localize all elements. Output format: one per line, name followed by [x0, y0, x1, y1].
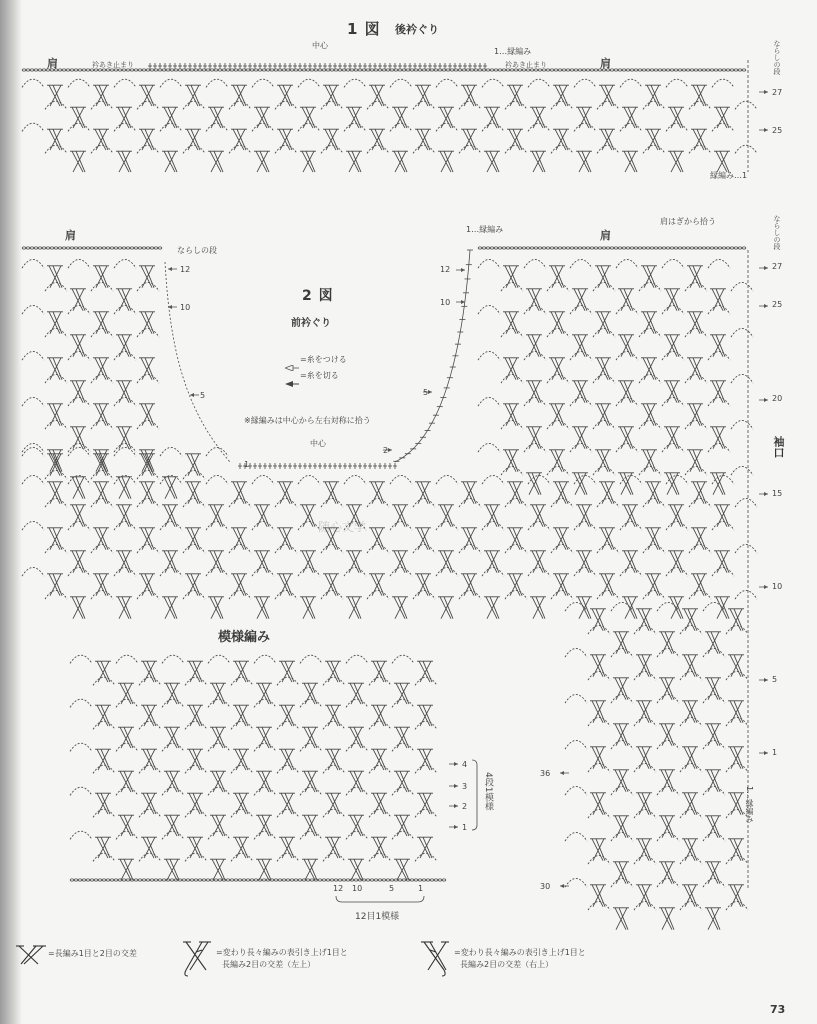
fig2-left-lace-row	[45, 374, 159, 402]
fig2-note: ※縁編みは中心から左右対称に拾う	[244, 416, 371, 425]
fig2-sleeve-lace-row	[565, 602, 744, 630]
fig2-left-chain	[22, 247, 162, 249]
fig2-flatten-right: ならしの段	[773, 215, 781, 250]
fig2-neck-right-edge	[393, 250, 473, 461]
fig2-neck-row-1: 1	[244, 460, 250, 469]
pattern-row-arrow-1-head	[454, 784, 458, 788]
fig2-left-lace-row	[22, 351, 155, 379]
fig2-pick-shoulder: 肩はぎから拾う	[660, 217, 716, 226]
fig2-row-arrow-5-head	[764, 678, 768, 682]
fig2-left-lace-row	[22, 305, 155, 333]
fig2-sleeve-lace-row	[588, 763, 748, 791]
fig2-left-lace-row	[22, 397, 155, 425]
fig2-row-10: 10	[772, 582, 783, 591]
pattern-row-4: 4	[462, 760, 468, 769]
fig2-row-1: 1	[772, 748, 778, 757]
fig1-arrow-27-head	[764, 90, 768, 94]
fig1-title: 1 図	[347, 20, 381, 38]
fig1-lace-row	[22, 79, 734, 106]
fig2-right-lace-row	[501, 466, 753, 494]
pattern-lace-row	[70, 743, 433, 770]
pattern-row-arrow-0-head	[454, 762, 458, 766]
fig2-row-arrow-2-head	[764, 398, 768, 402]
pattern-row-3: 3	[462, 782, 468, 791]
fig2-neck-left-curve	[165, 262, 230, 462]
fig2-sleeve-lace-row	[588, 625, 748, 653]
fig2-edge-start: 1…縁編み	[466, 225, 504, 234]
fig2-title: 2 図	[302, 288, 334, 304]
sleeve-arrow-36-head	[560, 771, 564, 775]
fig2-sleeve-lace-row	[588, 901, 748, 929]
fig2-neck-arrow-5-head	[428, 390, 432, 394]
fig1-row-25: 25	[772, 126, 783, 135]
fig2-sleeve-lace-row	[588, 717, 748, 745]
fig1-center-label: 中心	[312, 41, 328, 50]
pattern-row-1: 1	[462, 823, 468, 832]
fig2-row-25: 25	[772, 300, 783, 309]
pattern-tick-5: 5	[389, 884, 395, 893]
fig2-row-arrow-0-head	[764, 266, 768, 270]
fig2-subtitle: 前衿ぐり	[291, 318, 331, 329]
fig2-sleeve-lace-row	[588, 671, 748, 699]
fig2-neck-right-curve	[395, 250, 470, 462]
fig1-edge-row	[148, 63, 487, 69]
pattern-foundation-chain	[70, 879, 446, 881]
sleeve-edge-label: 1…縁編み	[745, 786, 754, 824]
fig1-shoulder-left: 肩	[47, 57, 58, 70]
legend-item3b: 長編み2目の交差（右上）	[460, 960, 554, 969]
fig2-neck-arrow-0-head	[461, 268, 465, 272]
post-cross-right-symbol-icon	[420, 938, 450, 982]
fig2-left-lace-row	[45, 328, 159, 356]
legend-item1: =長編み1目と2目の交差	[48, 949, 137, 958]
sleeve-arrow-30-head	[560, 884, 564, 888]
fig2-left-lower-lace-row	[45, 470, 205, 498]
fig2-row-arrow-6-head	[764, 751, 768, 755]
pattern-row-arrow-2-head	[454, 804, 458, 808]
cuff-label: 袖口	[772, 436, 785, 458]
watermark: 随心文学	[318, 520, 367, 534]
pattern-lace-row	[70, 699, 433, 726]
page-number: 73	[770, 1003, 786, 1016]
cut-yarn-icon	[285, 372, 299, 377]
fig2-row-27: 27	[772, 262, 783, 271]
fig2-neck-row-2: 2	[383, 446, 389, 455]
pattern-tick-1: 1	[418, 884, 424, 893]
fig2-row-5: 5	[772, 675, 778, 684]
legend-item2a: =変わり長々編みの表引き上げ1目と	[216, 948, 348, 957]
legend-attach-yarn: =糸をつける	[300, 355, 347, 364]
fig2-left-row-5: 5	[200, 391, 206, 400]
sleeve-row-36: 36	[540, 769, 551, 778]
fig2-sleeve-lace-row	[588, 809, 748, 837]
fig1-shoulder-right: 肩	[600, 57, 611, 70]
attach-yarn-icon	[285, 356, 299, 361]
fig2-neck-arrow-2-head	[388, 448, 392, 452]
fig2-neck-center-edge	[238, 463, 397, 469]
fig1-slit-left: 衿あき止まり	[92, 61, 134, 69]
fig1-subtitle: 後衿ぐり	[395, 23, 439, 36]
fig1-flatten-row: ならしの段	[773, 40, 781, 75]
pattern-repeat-sts: 12目1模様	[355, 912, 400, 922]
fig2-center-label: 中心	[310, 439, 326, 448]
legend-item2b: 長編み2目の交差（左上）	[222, 960, 316, 969]
fig2-neck-row-12: 12	[440, 265, 451, 274]
pattern-sts-brace	[336, 896, 424, 902]
fig1-slit-right: 衿あき止まり	[505, 61, 547, 69]
fig2-left-lace-row	[45, 282, 159, 310]
pattern-tick-12: 12	[333, 884, 344, 893]
fig2-row-arrow-1-head	[764, 304, 768, 308]
fig1-arrow-25-head	[764, 128, 768, 132]
pattern-rows-brace	[472, 760, 477, 830]
sleeve-row-30: 30	[540, 882, 551, 891]
fig2-left-arrow-0-head	[168, 267, 172, 271]
fig1-edge-end: 縁編み…1	[710, 171, 748, 180]
fig2-left-arrow-5-head	[190, 393, 194, 397]
fig1-edge-start: 1…縁編み	[494, 47, 532, 56]
fig2-shoulder-left: 肩	[65, 229, 76, 242]
legend-cut-yarn: =糸を切る	[300, 371, 339, 380]
pattern-lace-row	[70, 831, 433, 858]
fig2-right-chain	[478, 247, 746, 249]
fig2-left-lace-row	[22, 443, 155, 471]
pattern-row-2: 2	[462, 802, 468, 811]
fig2-shoulder-right: 肩	[600, 229, 611, 242]
fig1-row-27: 27	[772, 88, 783, 97]
fig2-row-20: 20	[772, 394, 783, 403]
pattern-repeat-rows: 4段1模様	[483, 772, 493, 811]
fig2-row-15: 15	[772, 489, 783, 498]
fig2-flatten-left: ならしの段	[177, 246, 217, 255]
pattern-tick-10: 10	[352, 884, 363, 893]
fig2-neck-row-10: 10	[440, 298, 451, 307]
fig2-left-row-10: 10	[180, 303, 191, 312]
fig2-left-lace-row	[45, 420, 159, 448]
fig2-sleeve-lace-row	[588, 855, 748, 883]
pattern-lace-row	[70, 787, 433, 814]
fig2-left-arrow-1-head	[168, 305, 172, 309]
pattern-row-arrow-3-head	[454, 825, 458, 829]
post-cross-left-symbol-icon	[182, 938, 212, 982]
fig2-left-lace-row	[22, 259, 155, 287]
fig2-row-arrow-3-head	[764, 492, 768, 496]
dc-cross-symbol-icon	[16, 942, 46, 970]
fig2-left-row-12: 12	[180, 265, 191, 274]
fig2-row-arrow-4-head	[764, 585, 768, 589]
pattern-lace-row	[70, 655, 433, 682]
fig2-neck-row-5: 5	[423, 388, 429, 397]
legend-item3a: =変わり長々編みの表引き上げ1目と	[454, 948, 586, 957]
pattern-title: 模様編み	[218, 630, 271, 645]
